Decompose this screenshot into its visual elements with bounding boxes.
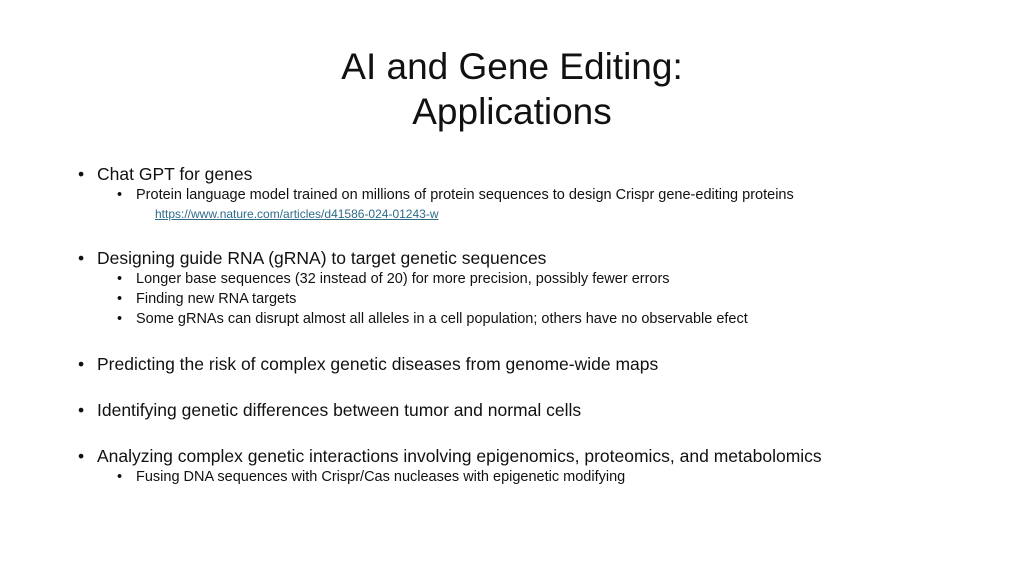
bullet-icon: • bbox=[117, 311, 123, 327]
sub-bullet-item bbox=[78, 185, 998, 205]
spacer bbox=[78, 421, 998, 445]
bullet-icon: • bbox=[78, 164, 85, 184]
bullet-item bbox=[78, 247, 998, 269]
bullet-icon: • bbox=[78, 248, 85, 268]
sub-bullet-item bbox=[78, 467, 998, 487]
bullet-icon: • bbox=[117, 469, 123, 485]
bullet-icon: • bbox=[78, 446, 85, 466]
bullet-item bbox=[78, 399, 998, 421]
sub-bullet-text: Fusing DNA sequences with Crispr/Cas nucleases with epigenetic modifying bbox=[136, 469, 626, 485]
bullet-icon: • bbox=[78, 400, 85, 420]
sub-bullet-item bbox=[78, 289, 998, 309]
title-line-2: Applications bbox=[412, 91, 612, 132]
title-line-1: AI and Gene Editing: bbox=[341, 46, 683, 87]
bullet-item bbox=[78, 445, 998, 467]
slide-title bbox=[0, 44, 1024, 134]
reference-link-row bbox=[78, 205, 998, 223]
sub-bullet-text: Protein language model trained on millions of protein sequences to design Crispr gene-editing proteins bbox=[136, 187, 794, 203]
sub-bullet-text: Longer base sequences (32 instead of 20) for more precision, possibly fewer errors bbox=[136, 271, 670, 287]
bullet-icon: • bbox=[117, 291, 123, 307]
spacer bbox=[78, 329, 998, 353]
bullet-text: Chat GPT for genes bbox=[97, 164, 253, 184]
bullet-icon: • bbox=[117, 187, 123, 203]
bullet-item bbox=[78, 163, 998, 185]
spacer bbox=[78, 223, 998, 247]
bullet-text: Identifying genetic differences between tumor and normal cells bbox=[97, 400, 582, 420]
spacer bbox=[78, 375, 998, 399]
reference-link[interactable]: https://www.nature.com/articles/d41586-024-01243-w bbox=[155, 207, 439, 221]
bullet-list bbox=[78, 163, 998, 487]
bullet-text: Predicting the risk of complex genetic diseases from genome-wide maps bbox=[97, 354, 659, 374]
bullet-icon: • bbox=[78, 354, 85, 374]
sub-bullet-text: Some gRNAs can disrupt almost all alleles in a cell population; others have no observable efect bbox=[136, 311, 748, 327]
bullet-icon: • bbox=[117, 271, 123, 287]
bullet-text: Designing guide RNA (gRNA) to target genetic sequences bbox=[97, 248, 547, 268]
sub-bullet-text: Finding new RNA targets bbox=[136, 291, 297, 307]
sub-bullet-item bbox=[78, 309, 998, 329]
bullet-text: Analyzing complex genetic interactions involving epigenomics, proteomics, and metabolomics bbox=[97, 446, 822, 466]
bullet-item bbox=[78, 353, 998, 375]
sub-bullet-item bbox=[78, 269, 998, 289]
